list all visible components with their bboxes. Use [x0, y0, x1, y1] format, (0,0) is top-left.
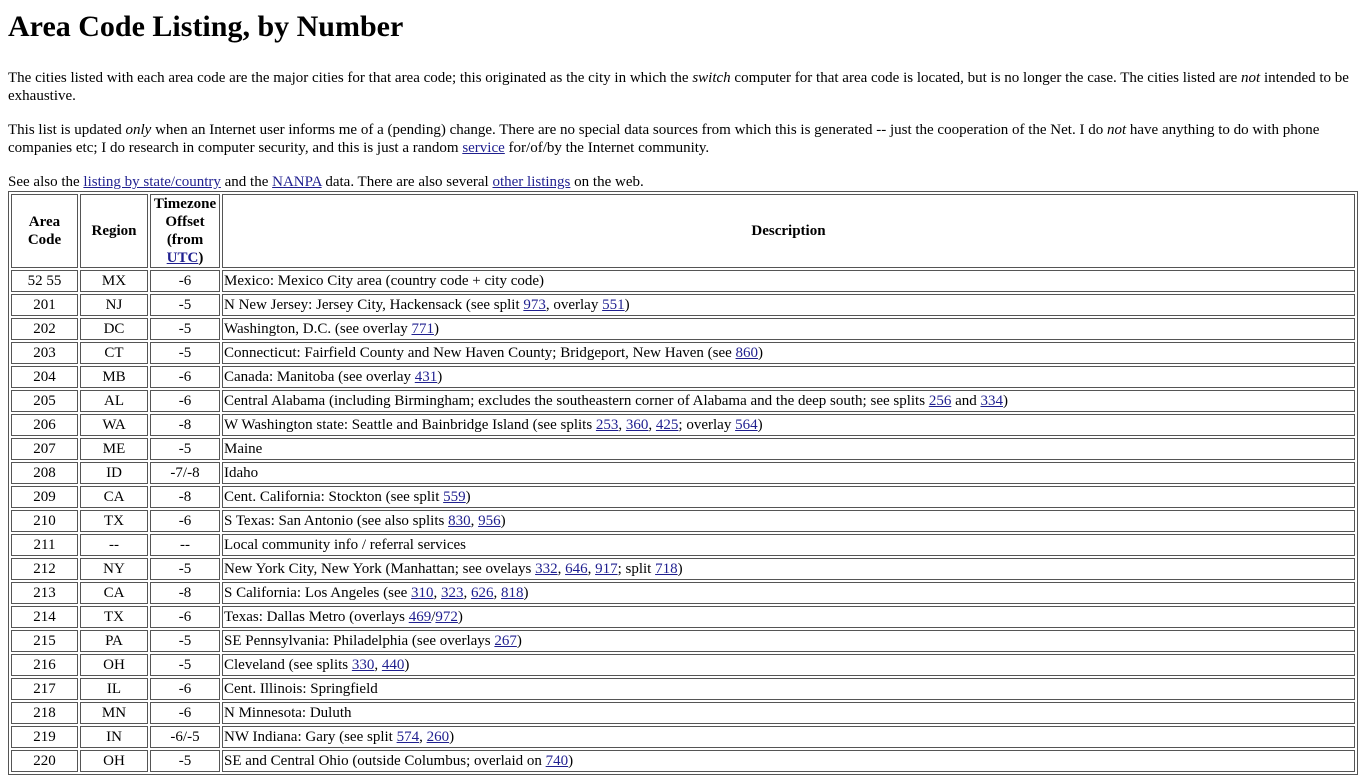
table-row	[11, 630, 1355, 652]
area-code-link[interactable]: 267	[494, 633, 517, 649]
description-text: ,	[557, 561, 566, 577]
intro-paragraph-3	[8, 173, 1358, 191]
description-cell	[222, 654, 1355, 676]
area-code-cell: 201	[11, 294, 78, 316]
area-code-link[interactable]: 469	[408, 609, 432, 625]
region-cell: OH	[80, 654, 148, 676]
header-text: Area	[28, 214, 61, 230]
region-cell: TX	[80, 510, 148, 532]
description-text: Cleveland (see splits	[224, 657, 352, 673]
timezone-cell: -5	[150, 558, 220, 580]
description-text: SE Pennsylvania: Philadelphia (see overlays	[224, 633, 495, 649]
description-text: )	[457, 609, 463, 625]
description-text: )	[434, 321, 439, 337]
region-cell: WA	[80, 414, 148, 436]
region-cell: IL	[80, 678, 148, 700]
area-code-link[interactable]: 256	[928, 393, 952, 409]
timezone-cell: -6	[150, 366, 220, 388]
region-cell: IN	[80, 726, 148, 748]
description-cell	[222, 678, 1355, 700]
timezone-cell: -6	[150, 510, 220, 532]
table-row	[11, 414, 1355, 436]
description-text: )	[516, 633, 522, 649]
area-code-link[interactable]: 551	[602, 297, 625, 313]
intro-text: on the web.	[570, 174, 644, 190]
timezone-cell: -8	[150, 486, 220, 508]
description-text: )	[437, 369, 443, 385]
region-cell: OH	[80, 750, 148, 772]
description-text: ,	[470, 513, 479, 529]
description-text: ; split	[617, 561, 656, 577]
description-text: )	[404, 657, 410, 673]
intro-text: intended to be exhaustive.	[8, 70, 1349, 104]
header-text: Timezone	[153, 196, 217, 212]
description-cell	[222, 318, 1355, 340]
region-cell: ME	[80, 438, 148, 460]
area-code-link[interactable]: 310	[411, 585, 434, 601]
description-cell	[222, 366, 1355, 388]
timezone-cell: -5	[150, 342, 220, 364]
table-row	[11, 702, 1355, 724]
region-cell: MX	[80, 270, 148, 292]
description-text: /	[431, 609, 436, 625]
description-text: Idaho	[224, 465, 259, 481]
table-row	[11, 318, 1355, 340]
intro-text: See also the	[8, 174, 84, 190]
description-text: Local community info / referral services	[224, 537, 466, 553]
area-code-cell: 204	[11, 366, 78, 388]
area-code-cell: 210	[11, 510, 78, 532]
description-text: ; overlay	[678, 417, 736, 433]
area-code-cell: 208	[11, 462, 78, 484]
region-cell: NY	[80, 558, 148, 580]
area-code-cell: 203	[11, 342, 78, 364]
table-row	[11, 558, 1355, 580]
description-text: ,	[493, 585, 502, 601]
header-text: Code	[27, 232, 62, 248]
timezone-cell: -6	[150, 390, 220, 412]
area-code-cell: 206	[11, 414, 78, 436]
description-text: ,	[463, 585, 472, 601]
area-code-cell: 52 55	[11, 270, 78, 292]
description-text: , overlay	[545, 297, 603, 313]
table-row	[11, 510, 1355, 532]
description-cell	[222, 726, 1355, 748]
description-text: and	[951, 393, 981, 409]
area-code-cell: 217	[11, 678, 78, 700]
region-cell: ID	[80, 462, 148, 484]
intro-text: This list is updated	[8, 122, 126, 138]
nanpa-link[interactable]: NANPA	[272, 174, 322, 190]
description-text: New York City, New York (Manhattan; see ovelays	[224, 561, 536, 577]
header-text: Offset	[165, 214, 205, 230]
description-text: )	[757, 417, 763, 433]
region-cell: PA	[80, 630, 148, 652]
table-row	[11, 438, 1355, 460]
timezone-cell: -8	[150, 582, 220, 604]
table-row	[11, 390, 1355, 412]
table-header-row	[11, 194, 1355, 268]
table-row	[11, 750, 1355, 772]
description-text: Mexico: Mexico City area (country code + city code)	[224, 273, 545, 289]
region-cell: CA	[80, 486, 148, 508]
description-cell	[222, 270, 1355, 292]
emphasis-text: not	[1241, 70, 1261, 86]
description-cell	[222, 558, 1355, 580]
description-text: S California: Los Angeles (see	[224, 585, 412, 601]
area-code-table	[8, 191, 1358, 775]
area-code-cell: 212	[11, 558, 78, 580]
area-code-cell: 207	[11, 438, 78, 460]
intro-text: computer for that area code is located, but is no longer the case. The cities listed are	[730, 70, 1242, 86]
intro-text: when an Internet user informs me of a (pending) change. There are no special data sources from which this is generated -- just the cooperation of the Net. I do	[151, 122, 1107, 138]
description-cell	[222, 702, 1355, 724]
header-description: Description	[222, 194, 1355, 268]
area-code-cell: 202	[11, 318, 78, 340]
area-code-link[interactable]: 956	[478, 513, 501, 529]
intro-text: for/of/by the Internet community.	[504, 140, 710, 156]
emphasis-text: not	[1106, 122, 1127, 138]
area-code-link[interactable]: 564	[735, 417, 758, 433]
header-region: Region	[80, 194, 148, 268]
description-text: Central Alabama (including Birmingham; excludes the southeastern corner of Alabama and the deep south; see splits	[224, 393, 929, 409]
header-text: )	[198, 250, 204, 266]
timezone-cell: -5	[150, 750, 220, 772]
description-text: S Texas: San Antonio (see also splits	[224, 513, 449, 529]
region-cell: AL	[80, 390, 148, 412]
description-cell	[222, 534, 1355, 556]
area-code-link[interactable]: 260	[426, 729, 450, 745]
other-listings-link[interactable]: other listings	[492, 174, 571, 190]
description-text: ,	[648, 417, 656, 433]
description-cell	[222, 342, 1355, 364]
description-text: )	[523, 585, 529, 601]
description-text: )	[758, 345, 764, 361]
description-text: W Washington state: Seattle and Bainbridge Island (see splits	[224, 417, 596, 433]
table-row	[11, 678, 1355, 700]
area-code-cell: 218	[11, 702, 78, 724]
area-code-link[interactable]: 440	[381, 657, 405, 673]
timezone-cell: -6	[150, 702, 220, 724]
area-code-cell: 220	[11, 750, 78, 772]
timezone-cell: --	[150, 534, 220, 556]
area-code-link[interactable]: 818	[501, 585, 524, 601]
description-text: Connecticut: Fairfield County and New Haven County; Bridgeport, New Haven (see	[224, 345, 736, 361]
timezone-cell: -5	[150, 318, 220, 340]
area-code-cell: 219	[11, 726, 78, 748]
area-code-link[interactable]: 253	[595, 417, 619, 433]
emphasis-text: switch	[692, 70, 731, 86]
area-code-link[interactable]: 574	[396, 729, 420, 745]
description-text: Cent. Illinois: Springfield	[224, 681, 378, 697]
description-cell	[222, 606, 1355, 628]
page-title: Area Code Listing, by Number	[8, 10, 404, 43]
utc-link[interactable]: UTC	[166, 250, 199, 266]
description-cell	[222, 750, 1355, 772]
description-cell	[222, 438, 1355, 460]
area-code-cell: 205	[11, 390, 78, 412]
description-text: )	[677, 561, 683, 577]
description-cell	[222, 294, 1355, 316]
timezone-cell: -5	[150, 630, 220, 652]
region-cell: MN	[80, 702, 148, 724]
area-code-link[interactable]: 626	[471, 585, 494, 601]
intro-paragraph-1	[8, 69, 1358, 105]
description-cell	[222, 462, 1355, 484]
description-text: Washington, D.C. (see overlay	[224, 321, 412, 337]
area-code-link[interactable]: 917	[595, 561, 618, 577]
region-cell: DC	[80, 318, 148, 340]
area-code-link[interactable]: 718	[655, 561, 678, 577]
timezone-cell: -6	[150, 270, 220, 292]
region-cell: MB	[80, 366, 148, 388]
description-text: ,	[433, 585, 442, 601]
area-code-link[interactable]: 431	[414, 369, 438, 385]
area-code-link[interactable]: 323	[441, 585, 464, 601]
description-text: Canada: Manitoba (see overlay	[224, 369, 415, 385]
table-row	[11, 294, 1355, 316]
region-cell: CA	[80, 582, 148, 604]
area-code-link[interactable]: 330	[351, 657, 375, 673]
area-code-cell: 211	[11, 534, 78, 556]
description-text: ,	[618, 417, 626, 433]
area-code-link[interactable]: 740	[545, 753, 569, 769]
timezone-cell: -5	[150, 438, 220, 460]
table-row	[11, 366, 1355, 388]
listing-by-state-link[interactable]: listing by state/country	[83, 174, 221, 190]
table-row	[11, 654, 1355, 676]
timezone-cell: -6	[150, 678, 220, 700]
description-text: )	[500, 513, 506, 529]
area-code-cell: 216	[11, 654, 78, 676]
header-timezone	[150, 194, 220, 268]
table-row	[11, 726, 1355, 748]
area-code-link[interactable]: 972	[435, 609, 458, 625]
table-row	[11, 462, 1355, 484]
area-code-link[interactable]: 360	[625, 417, 649, 433]
region-cell: --	[80, 534, 148, 556]
area-code-link[interactable]: 425	[655, 417, 679, 433]
description-text: )	[465, 489, 471, 505]
intro-text: data. There are also several	[321, 174, 493, 190]
table-row	[11, 486, 1355, 508]
description-cell	[222, 414, 1355, 436]
description-cell	[222, 630, 1355, 652]
description-text: ,	[374, 657, 382, 673]
description-text: SE and Central Ohio (outside Columbus; overlaid on	[224, 753, 546, 769]
intro-paragraph-2	[8, 121, 1358, 157]
timezone-cell: -6	[150, 606, 220, 628]
intro-text: The cities listed with each area code are the major cities for that area code; this originated as the city in which the	[8, 70, 693, 86]
region-cell: NJ	[80, 294, 148, 316]
intro-text: and the	[220, 174, 273, 190]
description-text: )	[568, 753, 574, 769]
table-row	[11, 606, 1355, 628]
timezone-cell: -7/-8	[150, 462, 220, 484]
area-code-link[interactable]: 973	[523, 297, 546, 313]
header-text: (from	[166, 232, 204, 248]
description-text: NW Indiana: Gary (see split	[224, 729, 397, 745]
timezone-cell: -8	[150, 414, 220, 436]
emphasis-text: only	[125, 122, 152, 138]
description-text: N Minnesota: Duluth	[224, 705, 352, 721]
timezone-cell: -6/-5	[150, 726, 220, 748]
description-text: ,	[419, 729, 427, 745]
area-code-link[interactable]: 771	[411, 321, 434, 337]
region-cell: TX	[80, 606, 148, 628]
description-cell	[222, 486, 1355, 508]
timezone-cell: -5	[150, 294, 220, 316]
description-text: Texas: Dallas Metro (overlays	[224, 609, 409, 625]
description-cell	[222, 510, 1355, 532]
table-body	[11, 270, 1355, 772]
area-code-link[interactable]: 830	[448, 513, 471, 529]
area-code-cell: 213	[11, 582, 78, 604]
description-text: Maine	[224, 441, 263, 457]
description-text: N New Jersey: Jersey City, Hackensack (see split	[224, 297, 524, 313]
area-code-link[interactable]: 334	[980, 393, 1003, 409]
description-text: )	[624, 297, 630, 313]
description-text: )	[449, 729, 455, 745]
table-row	[11, 270, 1355, 292]
table-row	[11, 342, 1355, 364]
area-code-cell: 214	[11, 606, 78, 628]
area-code-cell: 209	[11, 486, 78, 508]
description-cell	[222, 582, 1355, 604]
area-code-link[interactable]: 559	[443, 489, 466, 505]
area-code-link[interactable]: 646	[565, 561, 588, 577]
region-cell: CT	[80, 342, 148, 364]
table-row	[11, 582, 1355, 604]
header-area-code	[11, 194, 78, 268]
area-code-link[interactable]: 860	[735, 345, 759, 361]
table-row	[11, 534, 1355, 556]
service-link[interactable]: service	[462, 140, 505, 156]
description-text: ,	[587, 561, 596, 577]
description-text: )	[1002, 393, 1008, 409]
area-code-cell: 215	[11, 630, 78, 652]
area-code-link[interactable]: 332	[535, 561, 558, 577]
intro-text: have anything to do with phone companies etc; I do research in computer security, and this is just a random	[8, 122, 1320, 156]
description-cell	[222, 390, 1355, 412]
description-text: Cent. California: Stockton (see split	[224, 489, 444, 505]
timezone-cell: -5	[150, 654, 220, 676]
